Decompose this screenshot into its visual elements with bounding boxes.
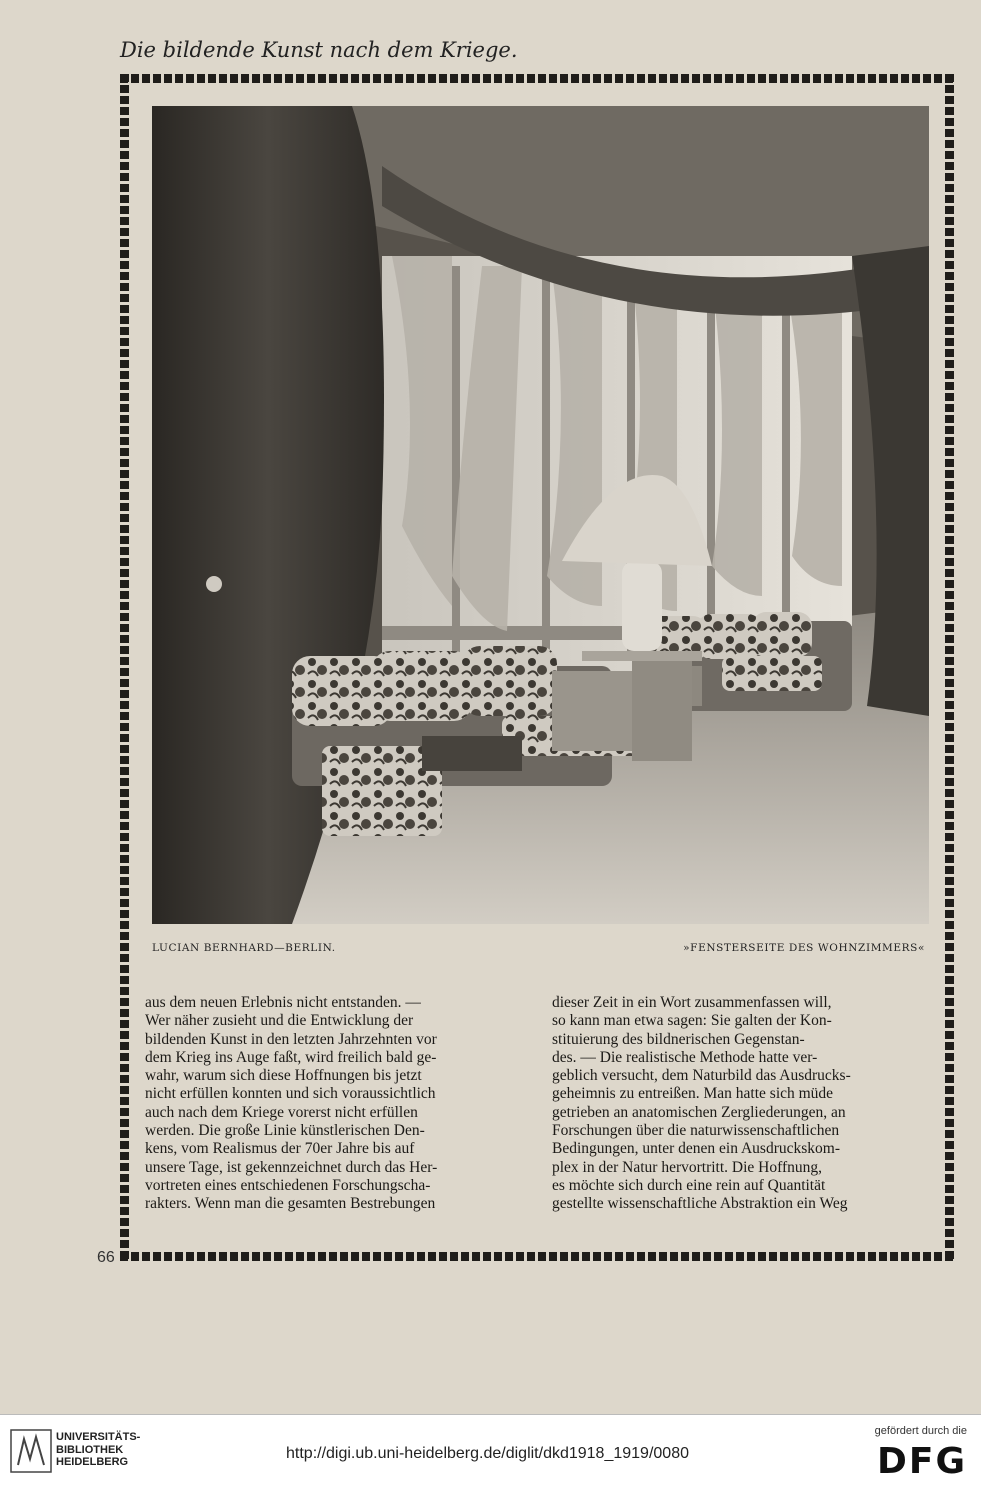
text-line: aus dem neuen Erlebnis nicht entstanden. — bbox=[145, 994, 421, 1011]
text-line: kens, vom Realismus der 70er Jahre bis auf bbox=[145, 1140, 415, 1158]
library-name-line: BIBLIOTHEK bbox=[56, 1443, 124, 1456]
text-column-right bbox=[552, 994, 922, 1214]
text-line: auch nach dem Kriege vorerst nicht erfüllen bbox=[145, 1103, 418, 1121]
text-line: geblich versucht, dem Naturbild das Ausdrucks- bbox=[552, 1067, 851, 1085]
permalink[interactable]: http://digi.ub.uni-heidelberg.de/diglit/dkd1918_1919/0080 bbox=[286, 1445, 689, 1462]
dfg-logo: DFG bbox=[876, 1441, 967, 1482]
text-line: bildenden Kunst in den letzten Jahrzehnten vor bbox=[145, 1030, 437, 1048]
page-number: 66 bbox=[97, 1249, 115, 1266]
text-line: plex in der Natur hervortritt. Die Hoffnung, bbox=[552, 1158, 823, 1176]
decorative-border-right bbox=[945, 74, 954, 1261]
library-name-line: HEIDELBERG bbox=[56, 1456, 129, 1468]
text-line: Bedingungen, unter denen ein Ausdruckskom- bbox=[552, 1140, 840, 1158]
digitization-footer bbox=[0, 1414, 981, 1486]
text-column-left bbox=[145, 994, 529, 1214]
decorative-border-top bbox=[120, 74, 954, 83]
text-line: unsere Tage, ist gekennzeichnet durch das Her- bbox=[145, 1158, 438, 1176]
text-line: wahr, warum sich diese Hoffnungen bis jetzt bbox=[145, 1067, 422, 1085]
text-line: Wer näher zusieht und die Entwicklung der bbox=[145, 1012, 414, 1030]
library-name bbox=[56, 1431, 140, 1469]
text-line: des. — Die realistische Methode hatte ver- bbox=[552, 1048, 818, 1066]
text-line: getrieben an anatomischen Zergliederungen, an bbox=[552, 1103, 846, 1121]
text-line: rakters. Wenn man die gesamten Bestrebungen bbox=[145, 1195, 436, 1213]
funding-note: gefördert durch die bbox=[874, 1425, 967, 1437]
text-line: es möchte sich durch eine rein auf Quantität bbox=[552, 1176, 826, 1194]
text-line: geheimnis zu entreißen. Man hatte sich müde bbox=[552, 1085, 834, 1103]
running-head: Die bildende Kunst nach dem Kriege. bbox=[120, 38, 518, 62]
library-name-line: UNIVERSITÄTS- bbox=[56, 1431, 141, 1443]
text-line: werden. Die große Linie künstlerischen Den- bbox=[145, 1122, 425, 1140]
text-line: Forschungen über die naturwissenschaftlichen bbox=[552, 1122, 840, 1140]
text-line: nicht erfüllen konnten und sich voraussichtlich bbox=[145, 1085, 436, 1103]
photo-credit: LUCIAN BERNHARD—BERLIN. bbox=[152, 942, 336, 954]
text-line: gestellte wissenschaftliche Abstraktion ein Weg bbox=[552, 1195, 848, 1213]
text-line: vortreten eines entschiedenen Forschungscha- bbox=[145, 1176, 431, 1194]
text-line: so kann man etwa sagen: Sie galten der Kon- bbox=[552, 1012, 832, 1030]
photo-caption: »FENSTERSEITE DES WOHNZIMMERS« bbox=[683, 942, 925, 954]
text-line: dem Krieg ins Auge faßt, wird freilich bald ge- bbox=[145, 1048, 437, 1066]
interior-photograph bbox=[152, 106, 929, 924]
decorative-border-left bbox=[120, 74, 129, 1261]
text-line: stituierung des bildnerischen Gegenstan- bbox=[552, 1030, 805, 1048]
university-seal-icon bbox=[10, 1429, 52, 1473]
text-line: dieser Zeit in ein Wort zusammenfassen will, bbox=[552, 994, 832, 1011]
decorative-border-bottom bbox=[120, 1252, 954, 1261]
